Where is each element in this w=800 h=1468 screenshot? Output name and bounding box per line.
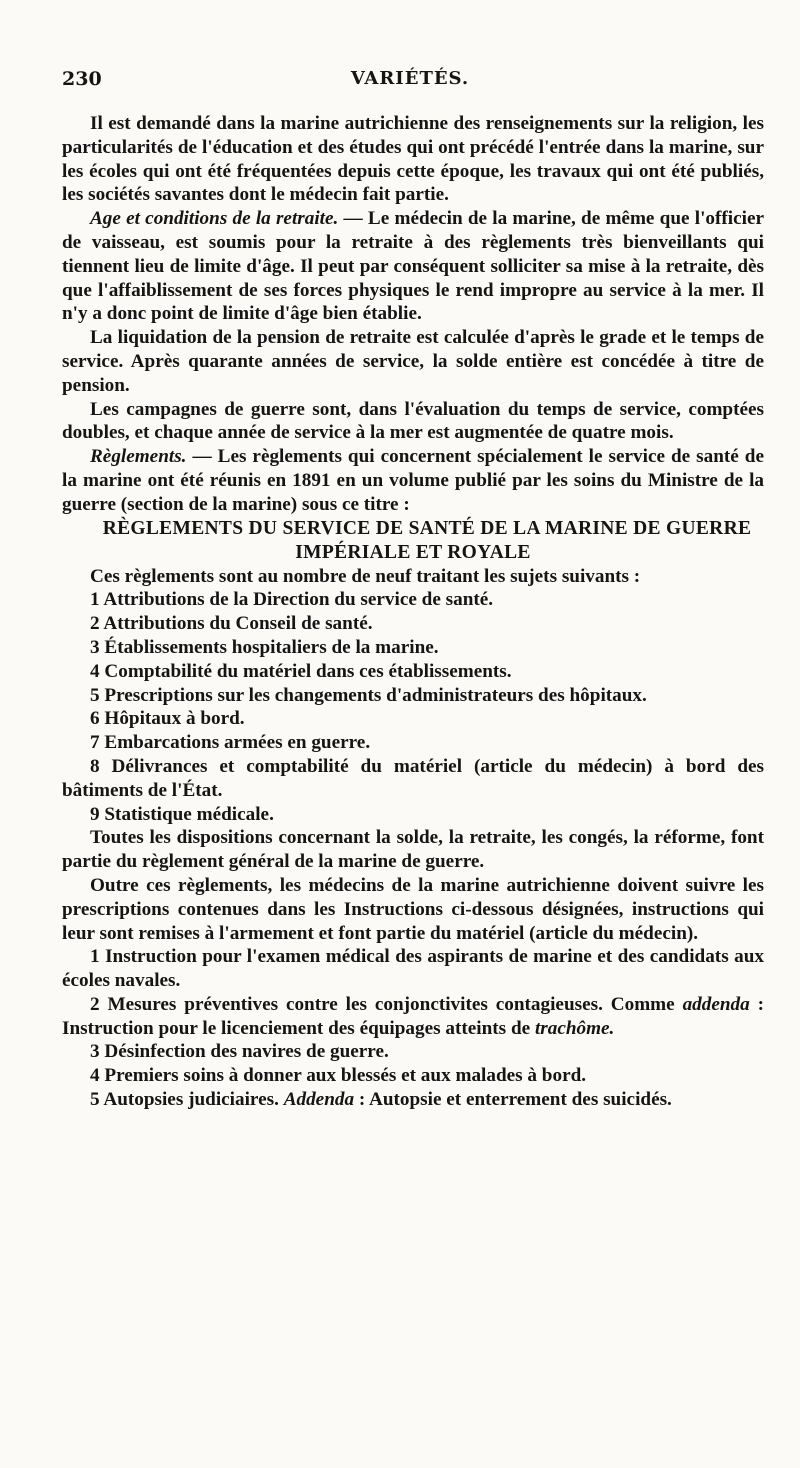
instruction-item: 3 Désinfection des navires de guerre. <box>90 1041 389 1063</box>
paragraph-reglements <box>62 445 764 516</box>
list-item: 4 Comptabilité du matériel dans ces établissements. <box>90 660 512 682</box>
instruction-addenda: Addenda <box>283 1089 355 1111</box>
subheading-retraite: Age et conditions de la retraite. <box>90 208 339 230</box>
page-number: 230 <box>62 68 102 90</box>
instruction-text: : Instruction pour le licenciement des équipages atteints de <box>62 993 764 1039</box>
paragraph-religion: Il est demandé dans la marine autrichienne des renseignements sur la religion, les particularités de l'éducation et des études qui ont précédé l'entrée dans la marine, sur les écoles qui ont été fréquentées depuis cette époque, les travaux qui ont été publiés, les sociétés savantes dont le médecin fait partie. <box>62 113 764 206</box>
list-item: 8 Délivrances et comptabilité du matériel (article du médecin) à bord des bâtiments de l'État. <box>62 755 764 801</box>
list-item: 7 Embarcations armées en guerre. <box>90 732 371 754</box>
section-title: RÈGLEMENTS DU SERVICE DE SANTÉ DE LA MARINE DE GUERRE IMPÉRIALE ET ROYALE <box>102 517 752 563</box>
subheading-reglements: Règlements. <box>90 446 187 468</box>
paragraph-reglements-text: — Les règlements qui concernent spécialement le service de santé de la marine ont été réunis en 1891 en un volume publié par les soins du Ministre de la guerre (section de la marine) sous ce titre : <box>62 446 764 515</box>
running-head: VARIÉTÉS. <box>350 68 470 89</box>
instruction-item: 4 Premiers soins à donner aux blessés et aux malades à bord. <box>90 1065 587 1087</box>
instruction-text: 5 Autopsies judiciaires. <box>90 1089 284 1111</box>
paragraph-ces-reglements: Ces règlements sont au nombre de neuf traitant les sujets suivants : <box>90 565 641 587</box>
list-item: 5 Prescriptions sur les changements d'administrateurs des hôpitaux. <box>90 684 647 706</box>
list-item: 1 Attributions de la Direction du service de santé. <box>90 589 494 611</box>
paragraph-outre: Outre ces règlements, les médecins de la marine autrichienne doivent suivre les prescriptions contenues dans les Instructions ci-dessous désignées, instructions qui leur sont remises à l'armement et font partie du matériel (article du médecin). <box>62 874 764 944</box>
list-item: 3 Établissements hospitaliers de la marine. <box>90 636 439 658</box>
instruction-text: : Autopsie et enterrement des suicidés. <box>354 1089 672 1111</box>
instruction-addenda: addenda <box>682 993 750 1015</box>
instruction-item <box>62 993 764 1041</box>
instruction-text: 2 Mesures préventives contre les conjonctivites contagieuses. Comme <box>90 993 683 1015</box>
paragraph-liquidation: La liquidation de la pension de retraite est calculée d'après le grade et le temps de service. Après quarante années de service, la solde entière est concédée à titre de pension. <box>62 327 764 396</box>
list-item: 6 Hôpitaux à bord. <box>90 708 245 730</box>
page-header <box>62 68 758 98</box>
list-item: 2 Attributions du Conseil de santé. <box>90 613 373 635</box>
instruction-item <box>62 1088 764 1112</box>
page-body <box>62 112 764 1112</box>
paragraph-retraite-text: — Le médecin de la marine, de même que l'officier de vaisseau, est soumis pour la retraite à des règlements très bienveillants qui tiennent lieu de limite d'âge. Il peut par conséquent solliciter sa mise à la retraite, dès que l'affaiblissement de ses forces physiques le rend impropre au service à la mer. Il n'y a donc point de limite d'âge bien établie. <box>62 208 764 325</box>
instruction-term: trachôme. <box>534 1017 615 1039</box>
instruction-item: 1 Instruction pour l'examen médical des aspirants de marine et des candidats aux écoles navales. <box>62 946 764 992</box>
paragraph-campagnes: Les campagnes de guerre sont, dans l'évaluation du temps de service, comptées doubles, et chaque année de service à la mer est augmentée de quatre mois. <box>62 398 764 444</box>
paragraph-dispositions: Toutes les dispositions concernant la solde, la retraite, les congés, la réforme, font partie du règlement général de la marine de guerre. <box>62 827 764 873</box>
paragraph-retraite <box>62 207 764 326</box>
list-item: 9 Statistique médicale. <box>90 803 274 825</box>
